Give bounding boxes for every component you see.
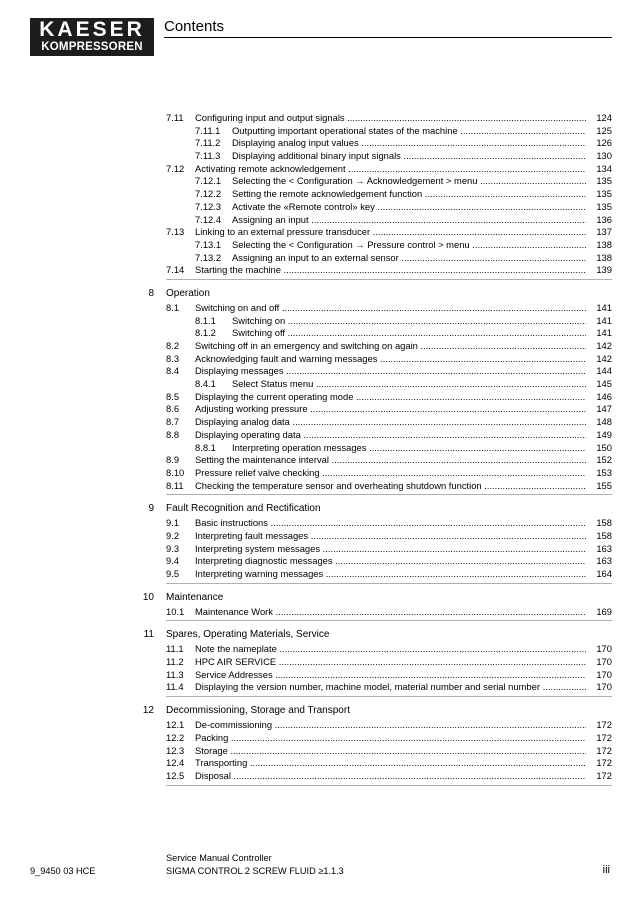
entry-page: 172 (596, 744, 612, 756)
entry-number: 7.13.2 (195, 251, 222, 263)
toc-entry[interactable] (0, 543, 638, 556)
entry-title: De-commissioning ..... (195, 719, 586, 732)
entry-title: Service Addresses ..... (195, 669, 586, 682)
entry-number: 7.12.4 (195, 213, 222, 225)
entry-title: Pressure relief valve checking ..... (195, 467, 586, 480)
entry-page: 158 (596, 517, 612, 529)
entry-page: 141 (596, 327, 612, 339)
entry-page: 141 (596, 314, 612, 326)
section-divider (166, 785, 612, 786)
entry-number: 8.3 (166, 352, 180, 364)
table-of-contents (0, 112, 638, 792)
chapter-number: 8 (148, 287, 154, 299)
entry-page: 130 (596, 150, 612, 162)
entry-page: 170 (596, 643, 612, 655)
toc-entry[interactable] (0, 403, 638, 416)
entry-number: 9.3 (166, 542, 180, 554)
entry-number: 8.6 (166, 403, 180, 415)
toc-section (0, 590, 638, 622)
entry-page: 148 (596, 416, 612, 428)
entry-title: Assigning an input ..... (232, 214, 586, 227)
section-divider (166, 696, 612, 697)
toc-entry[interactable] (0, 315, 638, 328)
toc-entry[interactable] (0, 656, 638, 669)
entry-title: Configuring input and output signals ..... (195, 112, 586, 125)
entry-title: Displaying messages ..... (195, 365, 586, 378)
toc-chapter-heading[interactable] (0, 590, 638, 606)
toc-entry[interactable] (0, 391, 638, 404)
entry-title: Activate the «Remote control» key ..... (232, 201, 586, 214)
entry-title: Select Status menu ..... (232, 378, 586, 391)
entry-page: 139 (596, 264, 612, 276)
section-divider (166, 620, 612, 621)
toc-entry[interactable] (0, 719, 638, 732)
toc-entry[interactable] (0, 125, 638, 138)
entry-title: Displaying operating data ..... (195, 429, 586, 442)
entry-page: 125 (596, 124, 612, 136)
entry-title: Switching on ..... (232, 315, 586, 328)
toc-entry[interactable] (0, 732, 638, 745)
toc-entry[interactable] (0, 517, 638, 530)
entry-page: 138 (596, 251, 612, 263)
entry-number: 8.10 (166, 466, 185, 478)
document-number: 9_9450 03 HCE (30, 866, 96, 876)
entry-page: 170 (596, 681, 612, 693)
entry-page: 150 (596, 441, 612, 453)
entry-page: 145 (596, 378, 612, 390)
entry-title: Interpreting system messages ..... (195, 543, 586, 556)
toc-entry[interactable] (0, 264, 638, 277)
entry-title: Switching on and off ..... (195, 302, 586, 315)
entry-title: Displaying the current operating mode ..... (195, 391, 586, 404)
entry-title: Displaying the version number, machine model, material number and serial number ..... (195, 681, 586, 694)
entry-number: 11.1 (166, 643, 184, 655)
logo-text-top: KAESER (39, 18, 145, 41)
entry-page: 169 (596, 605, 612, 617)
toc-entry[interactable] (0, 365, 638, 378)
entry-page: 149 (596, 428, 612, 440)
entry-number: 12.5 (166, 769, 185, 781)
entry-number: 8.1.1 (195, 314, 216, 326)
chapter-number: 12 (142, 705, 154, 717)
entry-number: 7.14 (166, 264, 185, 276)
entry-title: Transporting ..... (195, 757, 586, 770)
entry-title: Activating remote acknowledgement ..... (195, 163, 586, 176)
entry-number: 8.9 (166, 454, 180, 466)
entry-page: 172 (596, 769, 612, 781)
entry-page: 146 (596, 390, 612, 402)
entry-number: 12.2 (166, 731, 185, 743)
entry-page: 126 (596, 137, 612, 149)
kaeser-logo (30, 18, 154, 56)
entry-page: 135 (596, 188, 612, 200)
entry-title: Setting the remote acknowledgement function ..... (232, 188, 586, 201)
toc-section (0, 627, 638, 697)
logo-text-bottom: KOMPRESSOREN (41, 41, 143, 53)
entry-title: HPC AIR SERVICE ..... (195, 656, 586, 669)
entry-title: Selecting the < Configuration → Acknowledgement > menu ..... (232, 175, 586, 188)
toc-entry[interactable] (0, 568, 638, 581)
chapter-title: Maintenance (166, 591, 224, 603)
entry-number: 7.11.3 (195, 150, 221, 162)
entry-title: Interpreting fault messages ..... (195, 530, 586, 543)
toc-entry[interactable] (0, 681, 638, 694)
entry-title: Interpreting warning messages ..... (195, 568, 586, 581)
entry-page: 172 (596, 731, 612, 743)
entry-page: 155 (596, 479, 612, 491)
footer-manual-type: Service Manual Controller (166, 853, 272, 863)
entry-number: 12.4 (166, 757, 185, 769)
entry-number: 11.4 (166, 681, 184, 693)
entry-title: Adjusting working pressure ..... (195, 403, 586, 416)
section-divider (166, 279, 612, 280)
entry-number: 8.5 (166, 390, 180, 402)
entry-number: 8.1.2 (195, 327, 216, 339)
toc-entry[interactable] (0, 163, 638, 176)
entry-number: 12.3 (166, 744, 185, 756)
toc-entry[interactable] (0, 442, 638, 455)
entry-number: 7.11 (166, 112, 184, 123)
entry-page: 170 (596, 656, 612, 668)
entry-title: Displaying analog data ..... (195, 416, 586, 429)
entry-number: 8.11 (166, 479, 184, 491)
entry-page: 141 (596, 301, 612, 313)
toc-entry[interactable] (0, 643, 638, 656)
section-divider (166, 583, 612, 584)
toc-entry[interactable] (0, 745, 638, 758)
toc-entry[interactable] (0, 416, 638, 429)
chapter-title: Fault Recognition and Rectification (166, 503, 321, 515)
entry-number: 7.12.1 (195, 175, 222, 187)
entry-number: 11.2 (166, 656, 184, 668)
entry-number: 7.13 (166, 226, 185, 238)
toc-section (0, 112, 638, 280)
toc-entry[interactable] (0, 302, 638, 315)
entry-title: Linking to an external pressure transducer ..... (195, 226, 586, 239)
toc-section (0, 286, 638, 495)
entry-page: 135 (596, 175, 612, 187)
entry-number: 7.11.1 (195, 124, 221, 136)
entry-title: Interpreting diagnostic messages ..... (195, 555, 586, 568)
entry-number: 9.4 (166, 555, 180, 567)
entry-number: 7.11.2 (195, 137, 221, 149)
entry-number: 9.1 (166, 517, 180, 529)
toc-entry[interactable] (0, 239, 638, 252)
entry-number: 11.3 (166, 668, 184, 680)
entry-number: 8.1 (166, 301, 180, 313)
entry-page: 172 (596, 719, 612, 731)
toc-entry[interactable] (0, 669, 638, 682)
entry-title: Interpreting operation messages ..... (232, 442, 586, 455)
toc-entry[interactable] (0, 150, 638, 163)
entry-page: 152 (596, 454, 612, 466)
entry-title: Switching off ..... (232, 327, 586, 340)
toc-entry[interactable] (0, 188, 638, 201)
entry-page: 142 (596, 340, 612, 351)
entry-title: Basic instructions ..... (195, 517, 586, 530)
toc-entry[interactable] (0, 454, 638, 467)
entry-title: Outputting important operational states of the machine ..... (232, 125, 586, 138)
page-number: iii (602, 864, 610, 876)
toc-chapter-heading[interactable] (0, 703, 638, 719)
entry-page: 170 (596, 668, 612, 680)
toc-entry[interactable] (0, 340, 638, 353)
toc-entry[interactable] (0, 530, 638, 543)
entry-title: Storage ..... (195, 745, 586, 758)
toc-entry[interactable] (0, 757, 638, 770)
toc-section (0, 501, 638, 583)
toc-chapter-heading[interactable] (0, 286, 638, 302)
entry-page: 124 (596, 112, 612, 123)
toc-entry[interactable] (0, 137, 638, 150)
entry-number: 10.1 (166, 605, 185, 617)
entry-page: 136 (596, 213, 612, 225)
chapter-title: Decommissioning, Storage and Transport (166, 705, 350, 717)
entry-title: Checking the temperature sensor and overheating shutdown function ..... (195, 480, 586, 493)
toc-chapter-heading[interactable] (0, 627, 638, 643)
entry-page: 163 (596, 555, 612, 567)
entry-title: Note the nameplate ..... (195, 643, 586, 656)
entry-page: 147 (596, 403, 612, 415)
chapter-number: 10 (142, 591, 154, 603)
entry-page: 138 (596, 238, 612, 250)
toc-entry[interactable] (0, 429, 638, 442)
toc-entry[interactable] (0, 353, 638, 366)
toc-entry[interactable] (0, 770, 638, 783)
header-divider (164, 37, 612, 38)
entry-page: 164 (596, 568, 612, 579)
entry-title: Displaying analog input values ..... (232, 137, 586, 150)
entry-title: Switching off in an emergency and switching on again ..... (195, 340, 586, 353)
chapter-number: 11 (143, 629, 154, 641)
toc-entry[interactable] (0, 201, 638, 214)
entry-title: Maintenance Work ..... (195, 606, 586, 619)
toc-entry[interactable] (0, 175, 638, 188)
footer-product: SIGMA CONTROL 2 SCREW FLUID ≥1.1.3 (166, 866, 344, 876)
entry-title: Acknowledging fault and warning messages ..... (195, 353, 586, 366)
entry-title: Starting the machine ..... (195, 264, 586, 277)
entry-page: 163 (596, 542, 612, 554)
chapter-title: Spares, Operating Materials, Service (166, 629, 330, 641)
toc-entry[interactable] (0, 327, 638, 340)
toc-entry[interactable] (0, 606, 638, 619)
toc-entry[interactable] (0, 112, 638, 125)
entry-title: Setting the maintenance interval ..... (195, 454, 586, 467)
entry-number: 9.2 (166, 529, 180, 541)
entry-page: 172 (596, 757, 612, 769)
entry-number: 8.8 (166, 428, 180, 440)
entry-number: 9.5 (166, 568, 180, 579)
entry-number: 7.12 (166, 162, 185, 174)
entry-number: 7.13.1 (195, 238, 222, 250)
entry-page: 137 (596, 226, 612, 238)
toc-entry[interactable] (0, 480, 638, 493)
entry-number: 12.1 (166, 719, 185, 731)
toc-entry[interactable] (0, 467, 638, 480)
entry-number: 8.4.1 (195, 378, 216, 390)
chapter-number: 9 (148, 503, 154, 515)
toc-entry[interactable] (0, 214, 638, 227)
entry-title: Selecting the < Configuration → Pressure control > menu ..... (232, 239, 586, 252)
entry-number: 7.12.3 (195, 200, 222, 212)
toc-entry[interactable] (0, 555, 638, 568)
entry-number: 8.7 (166, 416, 180, 428)
entry-page: 144 (596, 365, 612, 377)
entry-page: 158 (596, 529, 612, 541)
entry-number: 8.8.1 (195, 441, 216, 453)
entry-number: 8.2 (166, 340, 180, 351)
toc-section (0, 703, 638, 785)
entry-page: 142 (596, 352, 612, 364)
entry-number: 8.4 (166, 365, 180, 377)
toc-entry[interactable] (0, 226, 638, 239)
toc-entry[interactable] (0, 378, 638, 391)
entry-title: Assigning an input to an external sensor ..... (232, 252, 586, 265)
entry-title: Displaying additional binary input signals ..... (232, 150, 586, 163)
entry-title: Packing ..... (195, 732, 586, 745)
entry-page: 134 (596, 162, 612, 174)
chapter-title: Operation (166, 287, 210, 299)
page-title: Contents (164, 18, 225, 35)
section-divider (166, 494, 612, 495)
entry-page: 135 (596, 200, 612, 212)
entry-title: Disposal ..... (195, 770, 586, 783)
toc-entry[interactable] (0, 252, 638, 265)
entry-page: 153 (596, 466, 612, 478)
toc-chapter-heading[interactable] (0, 501, 638, 517)
entry-number: 7.12.2 (195, 188, 222, 200)
